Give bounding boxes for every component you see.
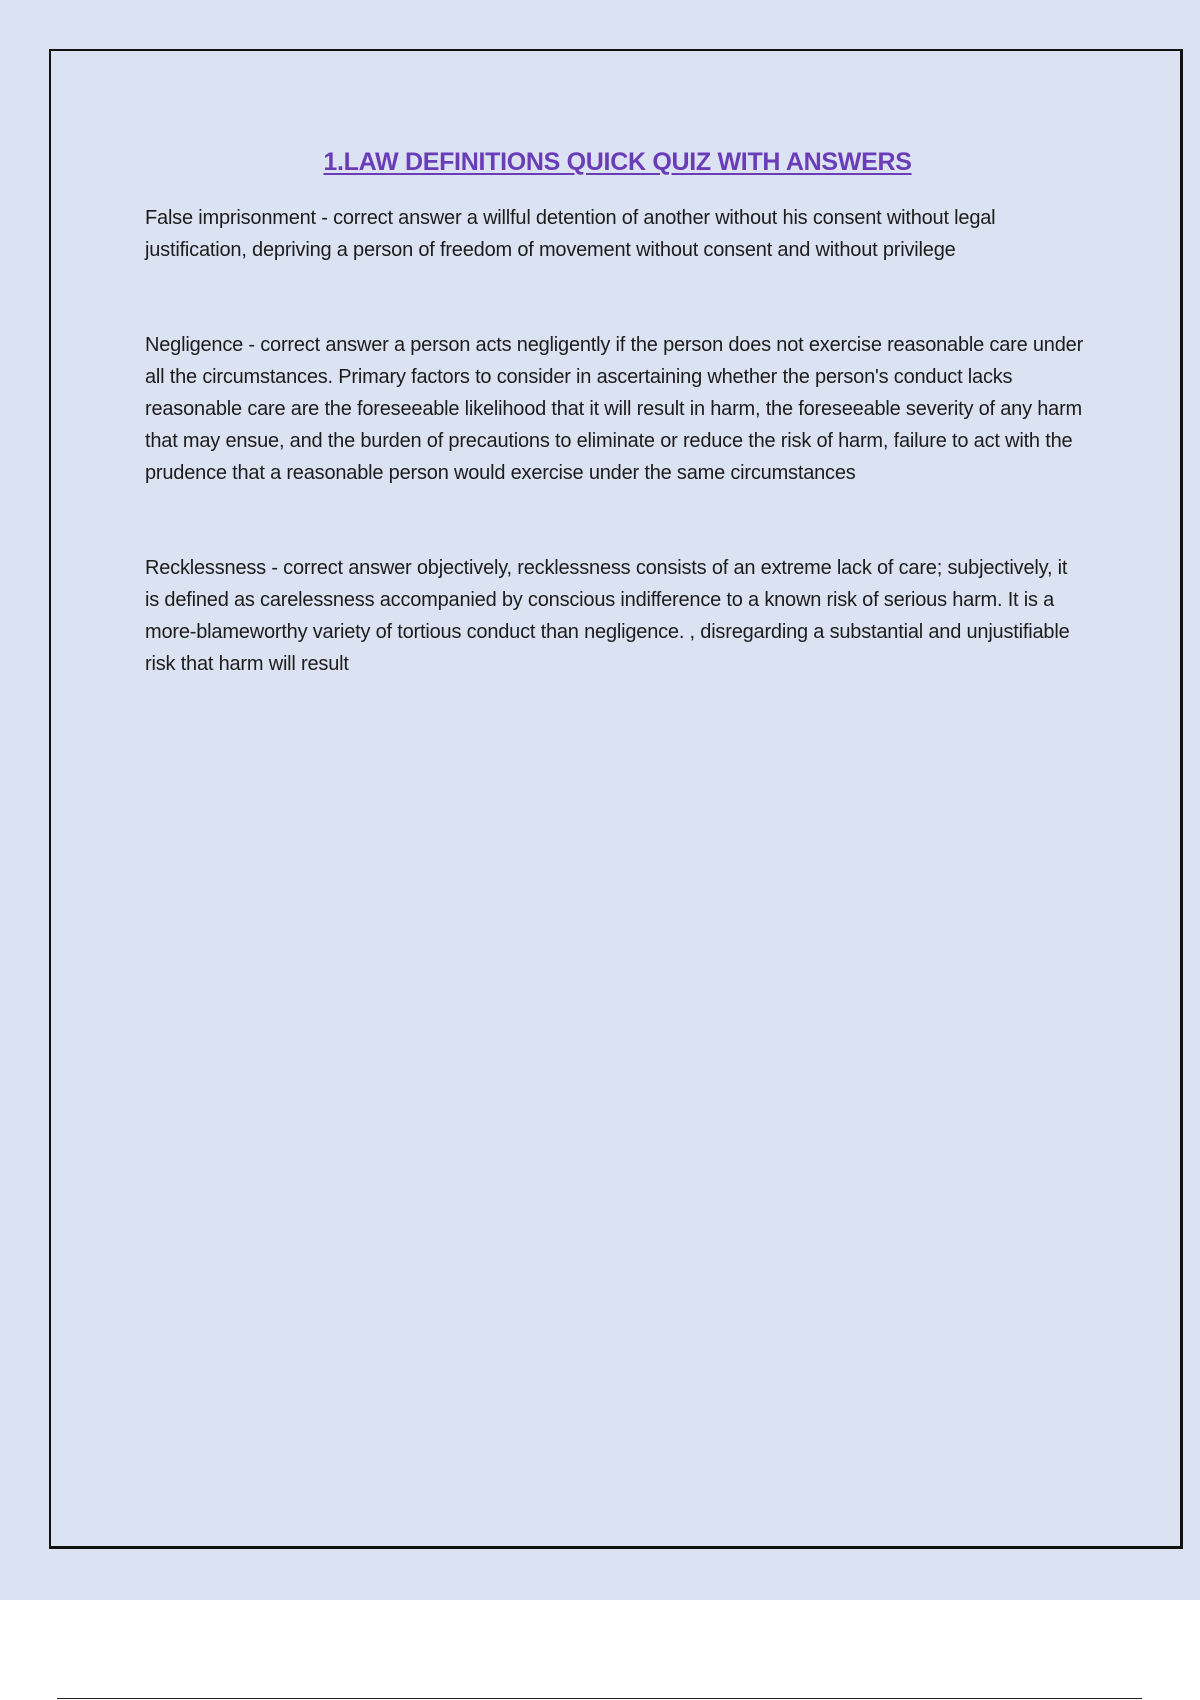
definition-list <box>145 202 1085 743</box>
definition-false-imprisonment: False imprisonment - correct answer a willful detention of another without his consent without legal justification, depriving a person of freedom of movement without consent and without privilege <box>145 207 996 261</box>
footer-divider <box>57 1698 1142 1699</box>
document-title: 1.LAW DEFINITIONS QUICK QUIZ WITH ANSWERS <box>323 148 912 176</box>
definition-negligence: Negligence - correct answer a person acts negligently if the person does not exercise reasonable care under all the circumstances. Primary factors to consider in ascertaining whether the person's conduct lacks reasonable care are the foreseeable likelihood that it will result in harm, the foreseeable severity of any harm that may ensue, and the burden of precautions to eliminate or reduce the risk of harm, failure to act with the prudence that a reasonable person would exercise under the same circumstances <box>145 334 1084 484</box>
definition-recklessness: Recklessness - correct answer objectively, recklessness consists of an extreme lack of care; subjectively, it is defined as carelessness accompanied by conscious indifference to a known risk of serious harm. It is a more-blameworthy variety of tortious conduct than negligence. , disregarding a substantial and unjustifiable risk that harm will result <box>145 557 1070 675</box>
